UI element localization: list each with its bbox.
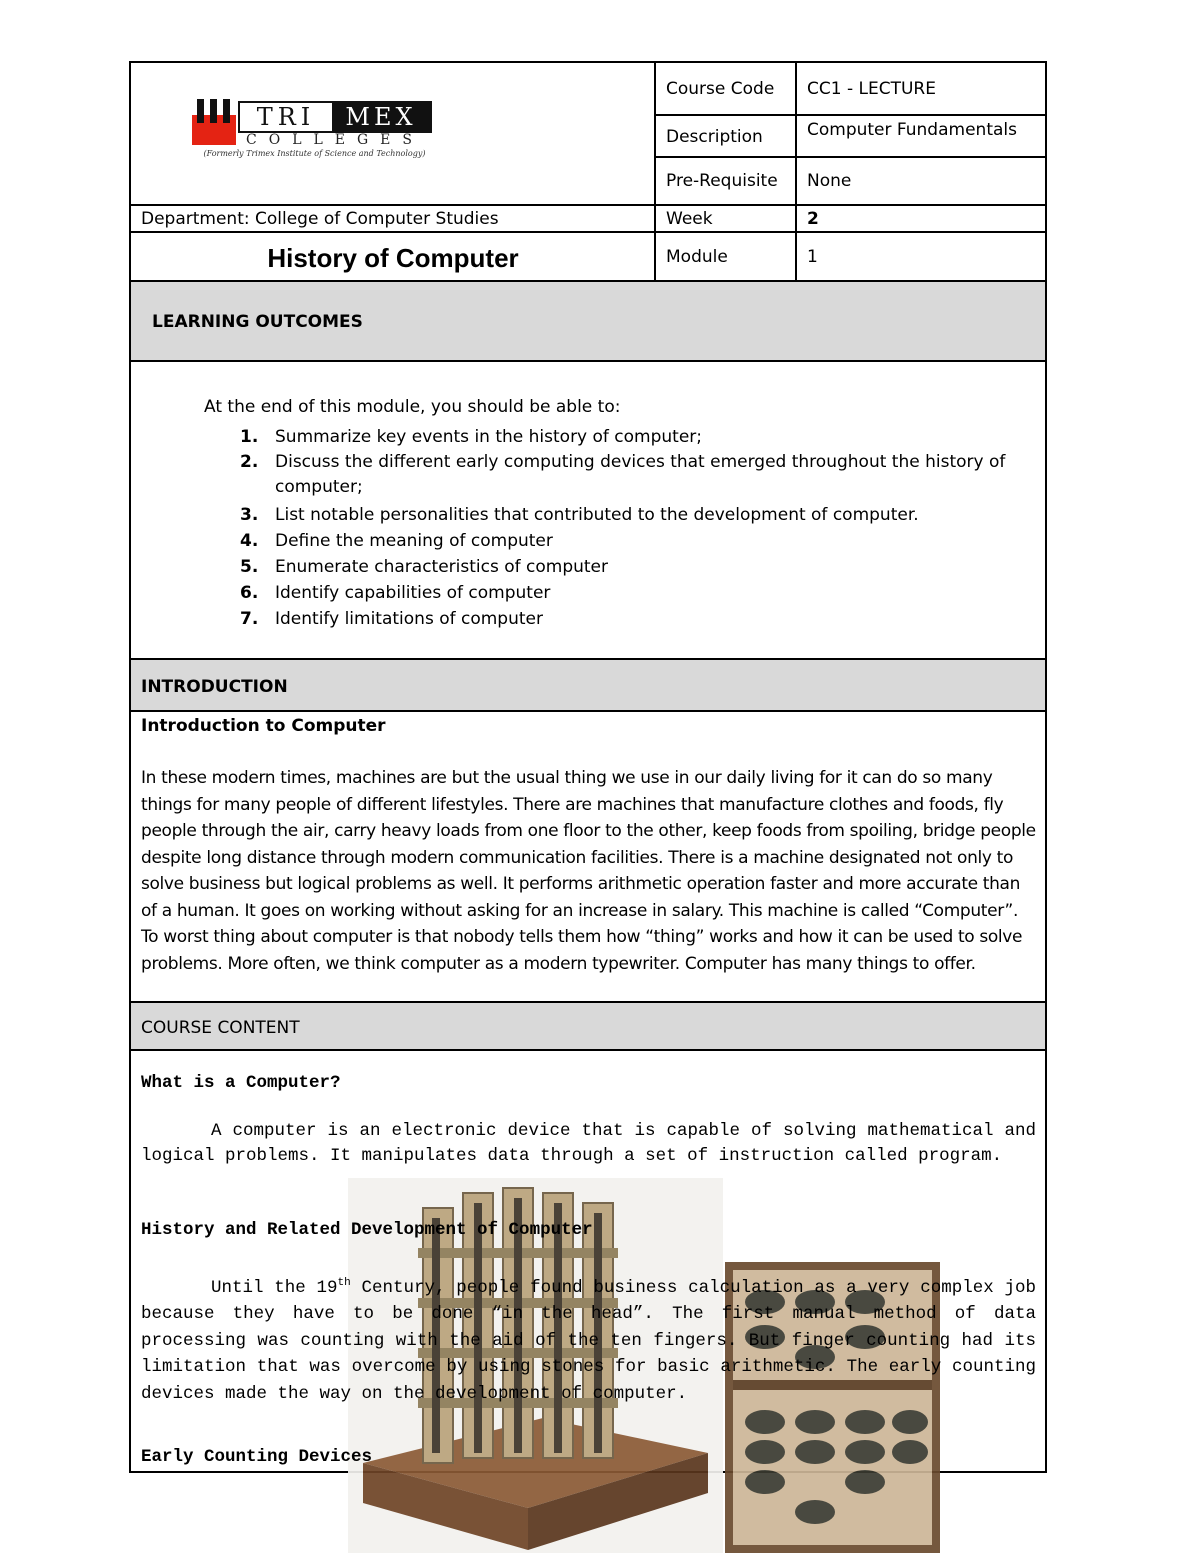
- introduction-paragraph: In these modern times, machines are but the usual thing we use in our daily living for it can do so many things for many people of different lifestyles. There are machines that manufacture clothes and foods, fly people through the air, carry heavy loads from one floor to the other, keep foods from spoiling, bridge people despite long distance through modern communication facilities. There is a machine designated not only to solve business but logical problems as well. It performs arithmetic operation faster and more accurate than of a human. It goes on working without asking for an increase in salary. This machine is called “Computer”. To worst thing about computer is that nobody tells them how “thing” works and how it can be used to solve problems. More often, we think computer as a modern typewriter. Computer has many things to offer.: [141, 768, 1036, 974]
- course-code-value: CC1 - LECTURE: [807, 79, 936, 99]
- outcomes-intro: At the end of this module, you should be able to:: [204, 397, 621, 417]
- list-item: 7. Identify limitations of computer: [240, 609, 543, 629]
- logo-wordmark: [238, 101, 432, 133]
- learning-outcomes-heading: LEARNING OUTCOMES: [152, 312, 363, 332]
- list-item: 3. List notable personalities that contributed to the development of computer.: [240, 505, 919, 525]
- module-value: 1: [807, 247, 818, 267]
- logo-tagline: (Formerly Trimex Institute of Science and Technology): [203, 149, 426, 158]
- divider: [129, 204, 1047, 206]
- divider: [129, 231, 1047, 233]
- trimex-logo: [192, 99, 437, 161]
- list-item: 2. Discuss the different early computing devices that emerged throughout the history of computer;: [240, 452, 1006, 497]
- course-content-heading: COURSE CONTENT: [141, 1018, 300, 1038]
- page-title: History of Computer: [267, 243, 519, 273]
- divider: [129, 710, 1047, 712]
- outcomes-list: [240, 424, 1030, 632]
- description-value: Computer Fundamentals: [807, 120, 1017, 140]
- divider: [654, 156, 1047, 158]
- divider: [129, 1049, 1047, 1051]
- department-label: Department: College of Computer Studies: [141, 209, 499, 229]
- course-code-label: Course Code: [666, 79, 775, 99]
- what-is-computer-paragraph: A computer is an electronic device that is capable of solving mathematical and logical problems. It manipulates data through a set of instruction called program.: [141, 1121, 1036, 1166]
- history-paragraph: Until the 19th Century, people found business calculation as a very complex job because they have to be done “in the head”. The first manual method of data processing was counting with the aid of the ten fingers. But finger counting had its limitation that was overcome by using stones for basic arithmetic. The early counting devices made the way on the development of computer.: [141, 1277, 1036, 1404]
- early-counting-heading: Early Counting Devices: [141, 1447, 373, 1467]
- divider: [654, 114, 1047, 116]
- what-is-computer-heading: What is a Computer?: [141, 1073, 341, 1093]
- introduction-subheading: Introduction to Computer: [141, 716, 386, 736]
- description-label: Description: [666, 127, 763, 147]
- logo-brand-right: MEX: [332, 103, 430, 131]
- list-item: 6. Identify capabilities of computer: [240, 583, 551, 603]
- divider: [129, 360, 1047, 362]
- module-label: Module: [666, 247, 728, 267]
- week-label: Week: [666, 209, 713, 229]
- prerequisite-label: Pre-Requisite: [666, 171, 778, 191]
- list-item: 4. Define the meaning of computer: [240, 531, 553, 551]
- prerequisite-value: None: [807, 171, 852, 191]
- list-item: 5. Enumerate characteristics of computer: [240, 557, 609, 577]
- logo-brand-left: TRI: [240, 103, 332, 131]
- week-value: 2: [807, 209, 819, 229]
- logo-mark-icon: [192, 99, 238, 145]
- list-item: 1. Summarize key events in the history of computer;: [240, 427, 703, 447]
- introduction-heading: INTRODUCTION: [141, 677, 288, 697]
- history-heading: History and Related Development of Computer: [141, 1220, 593, 1240]
- logo-sub: COLLEGES: [246, 132, 424, 148]
- divider: [795, 61, 797, 281]
